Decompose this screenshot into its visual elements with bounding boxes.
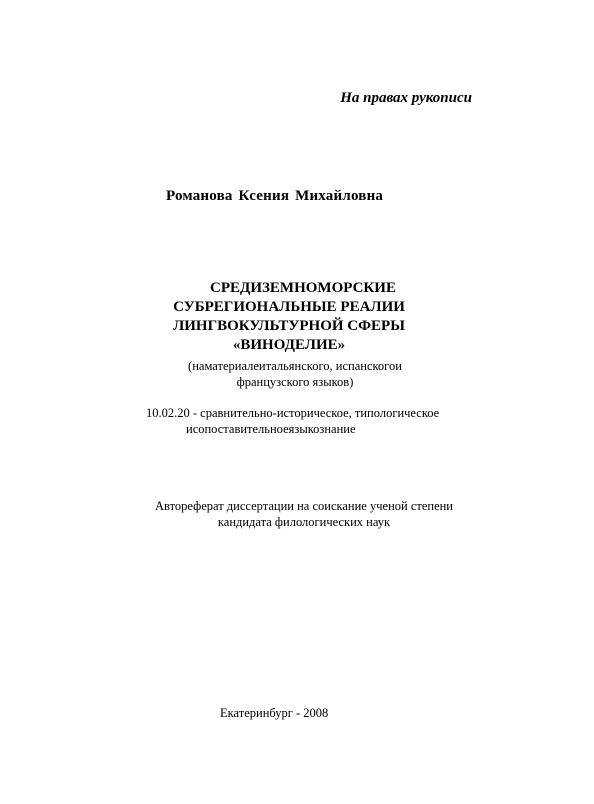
title-line-2: СУБРЕГИОНАЛЬНЫЕ РЕАЛИИ (173, 299, 405, 315)
manuscript-mark: На правах рукописи (340, 90, 472, 106)
title-line-3: ЛИНГВОКУЛЬТУРНОЙ СФЕРЫ (173, 318, 405, 334)
title-line-4: «ВИНОДЕЛИЕ» (232, 337, 346, 353)
specialty-line-1: 10.02.20 - сравнительно-историческое, типологическое (146, 406, 440, 420)
title-line-1: СРЕДИЗЕМНОМОРСКИЕ (210, 280, 396, 296)
subtitle-line-2: французского языков) (236, 375, 354, 389)
thesis-statement (134, 498, 474, 530)
specialty-code (146, 405, 476, 437)
place-year: Екатеринбург - 2008 (220, 706, 329, 720)
thesis-line-1: Автореферат диссертации на соискание ученой степени (154, 499, 453, 513)
thesis-line-2: кандидата филологических наук (217, 515, 391, 529)
author-name: Романова Ксения Михайловна (166, 188, 384, 204)
subtitle-line-1: (наматериалеитальянского, испанскогои (188, 359, 402, 373)
specialty-line-2: исопоставительноеязыкознание (186, 422, 356, 436)
dissertation-title (144, 279, 434, 355)
dissertation-subtitle (180, 358, 410, 390)
